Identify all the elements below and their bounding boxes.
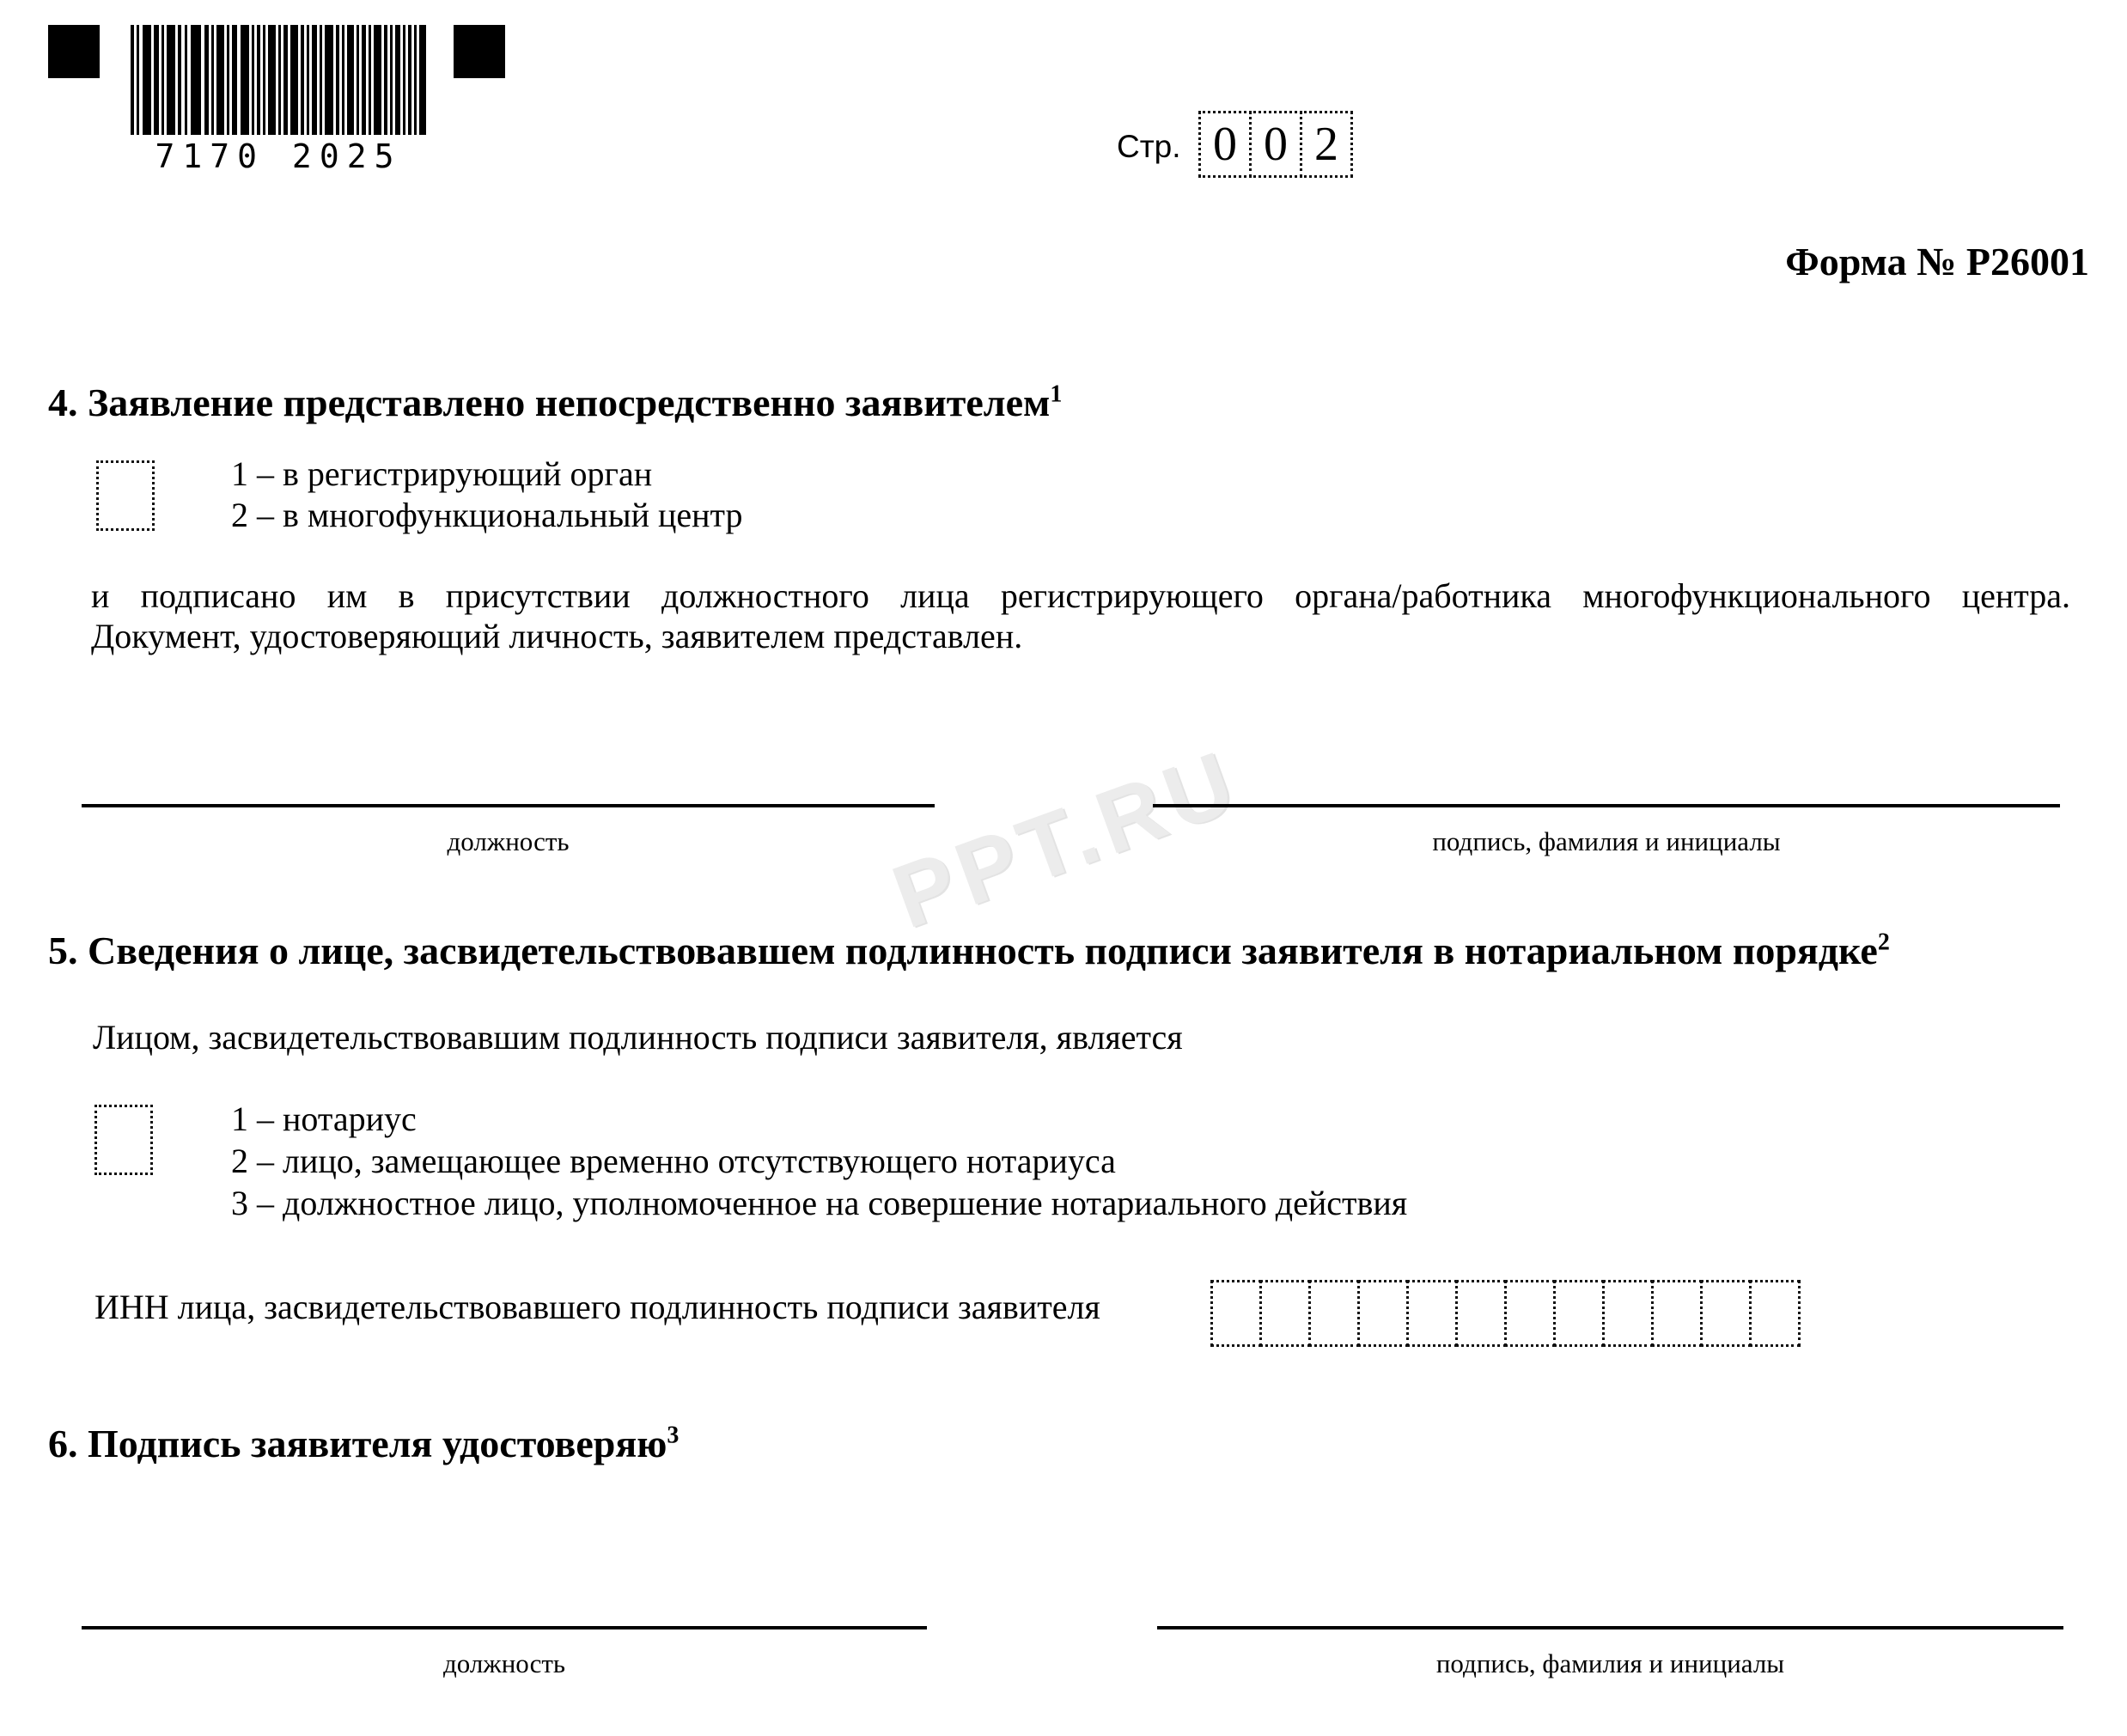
inn-cell[interactable] <box>1553 1280 1605 1347</box>
section5-choice-cell[interactable] <box>94 1105 153 1175</box>
page-number-cell: 0 <box>1249 111 1302 178</box>
inn-label: ИНН лица, засвидетельствовавшего подлинность подписи заявителя <box>94 1288 1100 1326</box>
section5-options <box>231 1098 1407 1224</box>
page-number-cell: 2 <box>1300 111 1353 178</box>
inn-cell[interactable] <box>1602 1280 1654 1347</box>
inn-cell[interactable] <box>1504 1280 1556 1347</box>
section6-heading <box>48 1421 679 1466</box>
section5-option-3: 3 – должностное лицо, уполномоченное на совершение нотариального действия <box>231 1184 1408 1222</box>
inn-cell[interactable] <box>1210 1280 1262 1347</box>
inn-cell[interactable] <box>1749 1280 1801 1347</box>
page-number-cell: 0 <box>1198 111 1252 178</box>
section6-position-signature-line[interactable] <box>82 1626 927 1629</box>
section4-paragraph-line1: и подписано им в присутствии должностного лица регистрирующего органа/работника многофункционального центра. <box>91 576 2070 615</box>
section6-heading-text: 6. Подпись заявителя удостоверяю <box>48 1422 667 1465</box>
section4-paragraph <box>91 576 2070 656</box>
inn-cell[interactable] <box>1651 1280 1703 1347</box>
page-number-label: Стр. <box>1117 129 1181 164</box>
barcode-number: 7170 2025 <box>155 137 402 175</box>
section4-position-label: должность <box>447 826 570 856</box>
section4-option-2: 2 – в многофункциональный центр <box>231 496 743 534</box>
section4-choice-cell[interactable] <box>96 460 155 531</box>
section4-footnote-mark: 1 <box>1050 381 1063 408</box>
section4-option-1: 1 – в регистрирующий орган <box>231 454 653 493</box>
inn-cell[interactable] <box>1357 1280 1409 1347</box>
section5-heading-text: 5. Сведения о лице, засвидетельствовавшем подлинность подписи заявителя в нотариальном порядке <box>48 929 1878 972</box>
section6-footnote-mark: 3 <box>667 1422 680 1449</box>
section4-signature-label: подпись, фамилия и инициалы <box>1432 826 1781 856</box>
inn-cell[interactable] <box>1308 1280 1360 1347</box>
barcode <box>131 25 426 135</box>
section5-heading <box>48 928 1890 973</box>
section5-option-1: 1 – нотариус <box>231 1099 417 1138</box>
section5-option-2: 2 – лицо, замещающее временно отсутствующего нотариуса <box>231 1142 1116 1180</box>
section6-signature-label: подпись, фамилия и инициалы <box>1435 1648 1785 1678</box>
section4-position-signature-line[interactable] <box>82 804 935 807</box>
section5-footnote-mark: 2 <box>1877 929 1890 956</box>
registration-mark-left <box>48 25 100 78</box>
section5-intro: Лицом, засвидетельствовавшим подлинность подписи заявителя, является <box>93 1018 1183 1057</box>
inn-field <box>1210 1280 1801 1347</box>
section4-heading-text: 4. Заявление представлено непосредственно заявителем <box>48 381 1051 424</box>
section6-name-signature-line[interactable] <box>1157 1626 2063 1629</box>
inn-cell[interactable] <box>1406 1280 1458 1347</box>
inn-cell[interactable] <box>1455 1280 1507 1347</box>
page-number-field <box>1198 111 1353 178</box>
form-number-title: Форма № Р26001 <box>1785 240 2089 283</box>
section4-options <box>231 454 743 536</box>
inn-cell[interactable] <box>1259 1280 1311 1347</box>
ppt-ru-watermark: PPT.RU <box>881 731 1252 948</box>
inn-cell[interactable] <box>1700 1280 1752 1347</box>
section4-paragraph-line2: Документ, удостоверяющий личность, заявителем представлен. <box>91 617 1023 655</box>
section4-heading <box>48 380 1062 425</box>
registration-mark-right <box>454 25 505 78</box>
section6-position-label: должность <box>442 1648 566 1678</box>
section4-name-signature-line[interactable] <box>1153 804 2060 807</box>
